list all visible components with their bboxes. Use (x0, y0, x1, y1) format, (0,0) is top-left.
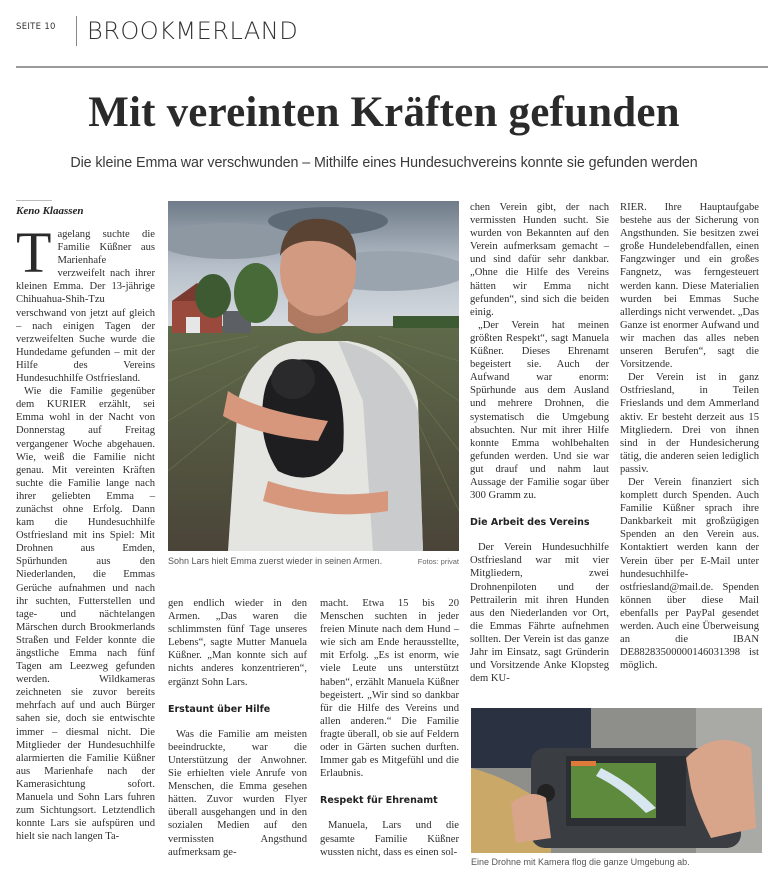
subheading: Respekt für Ehrenamt (320, 795, 438, 807)
paragraph: Wie die Familie gegenüber dem KURIER erzählt, sei Emma wohl in der Nacht von Donnerstag auf Freitag vergangener Woche abgehauen. Wie, weiß die Familie nicht genau. Mit vereinten Kräften suchte die Familie lange nach ihrer geliebten Emma – zunächst ohne Erfolg. Dann kam die Hundesuchhilfe Ostfriesland mit ins Spiel: Mit Drohnen aus Emden, Spürhunden aus den Niederlanden, die Emmas Gerüche aufnahmen und nach ihr suchten, Futterstellen und tage- und nächtelangen Märschen durch Brookmerlands Straßen und Felder konnte die ängstliche Emma nach fünf Tagen am Leezweg gefunden werden. Wildkameras zeichneten sie zuvor bereits mehrfach auf und auch Bürger sahen sie, doch sie entwischte immer – diesmal nicht. Die Mitglieder der Hundesuchhilfe alarmierten die Familie Küßner aus Marienhafe nach der Kamerasichtung sofort. Manuela und Sohn Lars fuhren zum Sichtungsort. Letztendlich konnte Lars sie aufspüren und hielt sie nach langen Ta- (16, 386, 155, 843)
photo-credit: Fotos: privat (417, 557, 459, 566)
paragraph: chen Verein gibt, der nach vermissten Hunden sucht. Sie wurden von Bekannten auf den Verein aufmerksam gemacht – und sind dafür sehr dankbar. „Ohne die Hilfe des Vereins hätten wir Emma nicht gefunden“, sind sich die beiden einig. (470, 202, 609, 318)
page-number: SEITE 10 (16, 22, 56, 32)
subheading: Erstaunt über Hilfe (168, 703, 271, 715)
photo-drone-controller-image (471, 708, 762, 853)
paragraph: „Der Verein hat meinen größten Respekt“, sagt Manuela Küßner. Dieses Ehrenamt begeistert sie. Auch der Aufwand war enorm: Spürhunde aus dem Ausland und mehrere Drohnen, die systematisch die Umgebung absuchten. Nur mit ihrer Hilfe konnte Emma wohlbehalten gefunden werden. Und sie war gut drauf und nahm laut Aussage der Familie sogar über 300 Gramm zu. (470, 319, 609, 502)
photo-lars-with-dog-image (168, 201, 459, 551)
paragraph: Was die Familie am meisten beeindruckte, war die Unterstützung der Anwohner. Sie erhielten viele Anrufe von Menschen, die Emma gesehen hätten. Zuvor wurden Flyer überall ausgehangen und in den sozialen Medien auf den vermissten Angsthund aufmerksam ge- (168, 728, 307, 858)
section-title: BROOKMERLAND (87, 17, 299, 45)
paragraph: RIER. Ihre Hauptaufgabe bestehe aus der Sicherung von Angsthunden. Sie besitzen zwei große Hundelebendfallen, einen Fangzwinger und ein großes Fangnetz, was ferngesteuert werden kann. Diese Materialien wurden bei Emmas Suche allerdings nicht verwendet. „Das Ganze ist enormer Aufwand und wir machen das alles neben unseren Berufen“, sagt die Vorsitzende. (620, 202, 759, 371)
photo-drone-controller (471, 708, 762, 853)
article-column-2 (168, 597, 307, 859)
paragraph: agelang suchte die Familie Küßner aus Marienhafe verzweifelt nach ihrer kleinen Emma. Der 13-jährige Chihuahua-Shih-Tzu verschwand von jetzt auf gleich – nach einigen Tagen der verzweifelten Suche wurde die Hundedame gefunden – mit der Hilfe des Vereins Hundesuchhilfe Ostfriesland. (16, 229, 155, 385)
paragraph: Manuela, Lars und die gesamte Familie Küßner wussten nicht, dass es einen sol- (320, 820, 459, 858)
article-column-4 (470, 201, 609, 685)
subheadline: Die kleine Emma war verschwunden – Mithilfe eines Hundesuchvereins konnte sie gefunden werden (70, 155, 698, 171)
header-rule (16, 66, 768, 68)
headline: Mit vereinten Kräften gefunden (88, 89, 680, 136)
photo-lars-with-dog (168, 201, 459, 551)
paragraph: macht. Etwa 15 bis 20 Menschen suchten in jeder freien Minute nach dem Hund – wie sich am Ende herausstellte, mit Erfolg. „Es ist enorm, wie viele Leute uns unterstützt haben“, erzählt Manuela Küßner begeistert. „Wir sind so dankbar für die Hilfe des Vereins und allen anderen.“ Die Familie fragte überall, ob sie auf Feldern oder in Gärten suchen durften. Immer gab es Mitgefühl und die Erlaubnis. (320, 598, 459, 780)
byline-rule (16, 200, 52, 201)
article-column-3 (320, 597, 459, 859)
article-column-5 (620, 201, 759, 672)
article-column-1 (16, 220, 155, 843)
subheading: Die Arbeit des Vereins (470, 517, 590, 529)
photo-caption (168, 556, 459, 566)
caption-text: Sohn Lars hielt Emma zuerst wieder in seinen Armen. (168, 556, 383, 566)
paragraph: Der Verein ist in ganz Ostfriesland, in Teilen Frieslands und dem Ammerland aktiv. Er besteht derzeit aus 15 Mitgliedern. Drei von ihnen sind in der Hundesicherung tätig, die anderen seien lediglich passiv. (620, 372, 759, 475)
header-divider (76, 16, 77, 46)
photo-caption: Eine Drohne mit Kamera flog die ganze Umgebung ab. (471, 857, 690, 867)
author-byline: Keno Klaassen (16, 205, 84, 217)
paragraph: Der Verein Hundesuchhilfe Ostfriesland war mit vier Mitgliedern, zwei Drohnenpiloten und der Pettrailerin mit ihren Hunden aus den Niederlanden vor Ort, die Emmas Fährte aufnehmen sollten. Der Verein ist das ganze Jahr im Einsatz, sagt Gründerin und Vorsitzende Anke Klopsteg dem KU- (470, 542, 609, 685)
paragraph: gen endlich wieder in den Armen. „Das waren die schlimmsten fünf Tage unseres Lebens“, sagte Mutter Manuela Küßner. „Man konnte sich auf nichts anderes konzentrieren“, ergänzt Sohn Lars. (168, 598, 307, 688)
drop-cap: T (16, 220, 52, 285)
page-header (16, 12, 768, 48)
paragraph: Der Verein finanziert sich komplett durch Spenden. Auch Familie Küßner sprach ihre Dankbarkeit mit großzügigen Spenden an den Verein aus. Kontaktiert werden kann der Verein über per E-Mail unter hundesuchhilfe-ostfriesland@mail.de. Spenden können über diese Mail ebenfalls per PayPal gesendet werden. Auch eine Überweisung an die IBAN DE88283500000146031398 ist möglich. (620, 476, 759, 672)
